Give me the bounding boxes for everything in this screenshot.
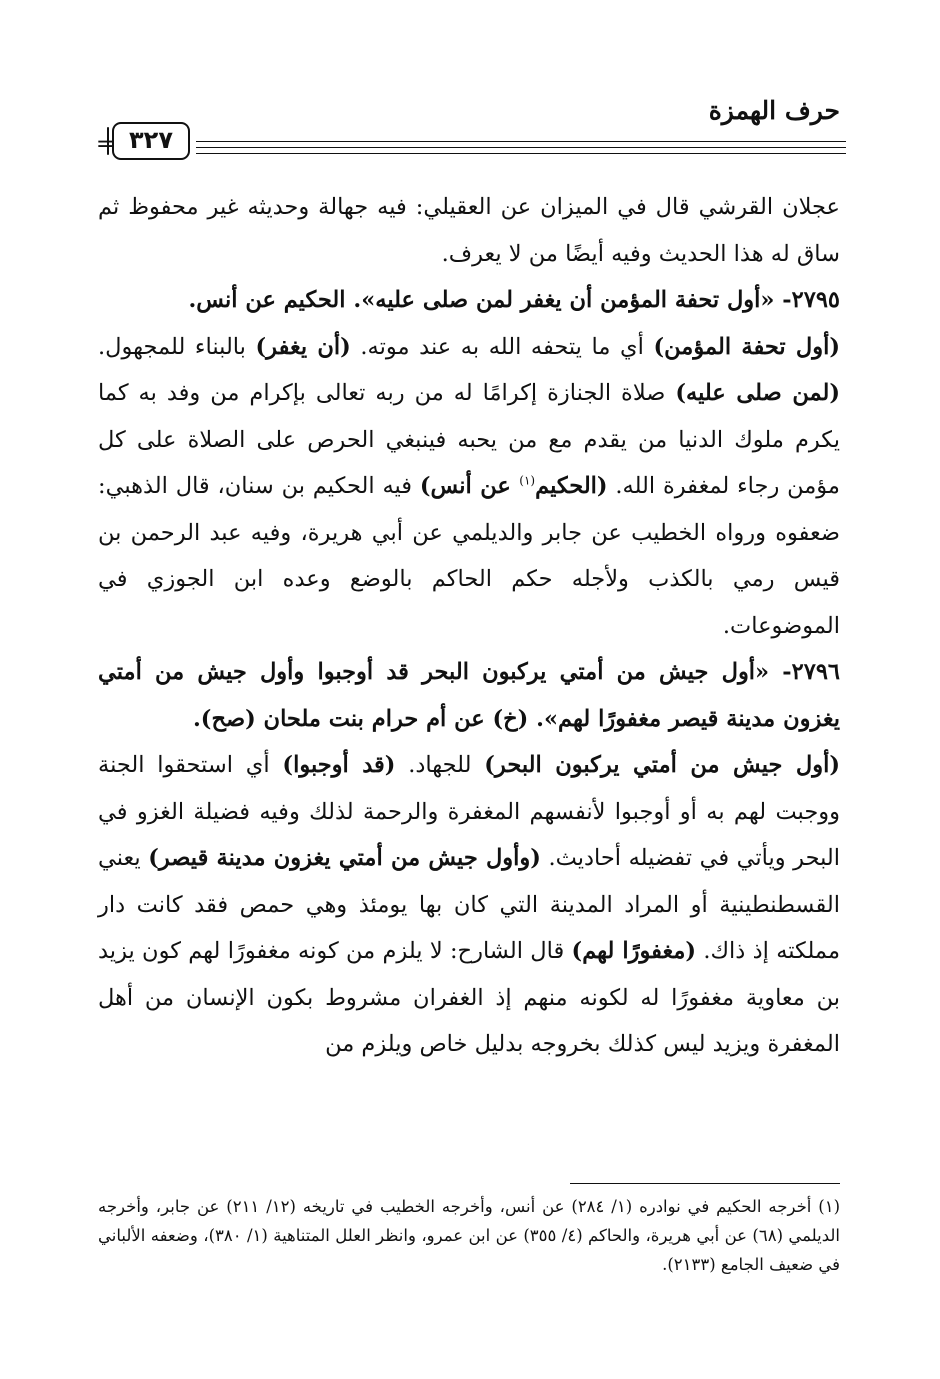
commentary-text: قال الشارح: لا يلزم من كونه مغفورًا لهم كون يزيد بن معاوية مغفورًا له لكونه منهم إذ الغفران مشروط بكون الإنسان من أهل المغفرة ويزيد ليس كذلك بخروجه بدليل خاص ويلزم من <box>98 938 840 1057</box>
quoted-phrase: عن أنس) <box>419 473 520 499</box>
commentary-text: فيه الحكيم بن سنان، قال الذهبي: ضعفوه ورواه الخطيب عن جابر والديلمي عن أبي هريرة، وفيه عبد الرحمن بن قيس رمي بالكذب ولأجله حكم الحاكم بالوضع وعده ابن الجوزي في الموضوعات. <box>98 473 841 639</box>
quoted-phrase: (وأول جيش من أمتي يغزون مدينة قيصر) <box>148 845 541 871</box>
paragraph-continuation: عجلان القرشي قال في الميزان عن العقيلي: فيه جهالة وحديثه غير محفوظ ثم ساق له هذا الحديث وفيه أيضًا من لا يعرف. <box>98 194 840 267</box>
footnote-separator <box>570 1183 840 1184</box>
quoted-phrase: (الحكيم <box>535 473 608 499</box>
rule-line <box>196 147 846 148</box>
rule-line <box>196 141 846 142</box>
hadith-entry-2795: ٢٧٩٥- «أول تحفة المؤمن أن يغفر لمن صلى عليه». الحكيم عن أنس. <box>188 287 840 313</box>
commentary-text: أي ما يتحفه الله به عند موته. <box>350 333 654 360</box>
commentary-2795 <box>98 324 840 650</box>
rule-line <box>196 153 846 154</box>
running-head: حرف الهمزة <box>708 96 840 125</box>
quoted-phrase: (لمن صلى عليه) <box>675 380 840 406</box>
quoted-phrase: (قد أوجبوا) <box>282 752 396 778</box>
quoted-phrase: (أول تحفة المؤمن) <box>653 333 841 360</box>
quoted-phrase: (أول جيش من أمتي يركبون البحر) <box>484 752 840 778</box>
quoted-phrase: (مغفورًا لهم) <box>571 938 697 964</box>
quoted-phrase: (أن يغفر) <box>255 333 351 360</box>
commentary-text: أي استحقوا الجنة ووجبت لهم به أو أوجبوا لأنفسهم المغفرة والرحمة لذلك وفيه فضيلة الغزو في البحر ويأتي في تفضيله أحاديث. <box>98 752 841 871</box>
commentary-text: صلاة الجنازة إكرامًا له من ربه تعالى بإكرام من وفد به كما يكرم ملوك الدنيا من يقدم مع من يحبه فينبغي الحرص على الصلاة على كل مؤمن رجاء لمغفرة الله. <box>98 380 840 499</box>
footnote-ref[interactable]: (١) <box>519 473 536 488</box>
footnote: (١) أخرجه الحكيم في نوادره (١/ ٢٨٤) عن أنس، وأخرجه الخطيب في تاريخه (١٢/ ٢١١) عن جابر، وأخرجه الديلمي (٦٨) عن أبي هريرة، والحاكم (٤/ ٣٥٥) عن ابن عمرو، وانظر العلل المتناهية (١/ ٣٨٠)، وضعفه الألباني في ضعيف الجامع (٢١٣٣). <box>98 1197 841 1274</box>
commentary-text: للجهاد. <box>395 752 485 778</box>
main-text <box>98 184 840 1068</box>
commentary-text: يعني القسطنطينية أو المراد المدينة التي كان بها يومئذ وهي حمص فقد كانت دار مملكته إذ ذاك. <box>98 845 840 964</box>
commentary-2796 <box>98 742 840 1068</box>
commentary-text: بالبناء للمجهول. <box>98 333 256 360</box>
page-number: ٣٢٧ <box>112 122 190 160</box>
header-rule <box>96 110 846 170</box>
rule-mark: = <box>96 132 115 157</box>
hadith-entry-2796: ٢٧٩٦- «أول جيش من أمتي يركبون البحر قد أوجبوا وأول جيش من أمتي يغزون مدينة قيصر مغفورًا لهم». (خ) عن أم حرام بنت ملحان (صح). <box>98 659 840 732</box>
